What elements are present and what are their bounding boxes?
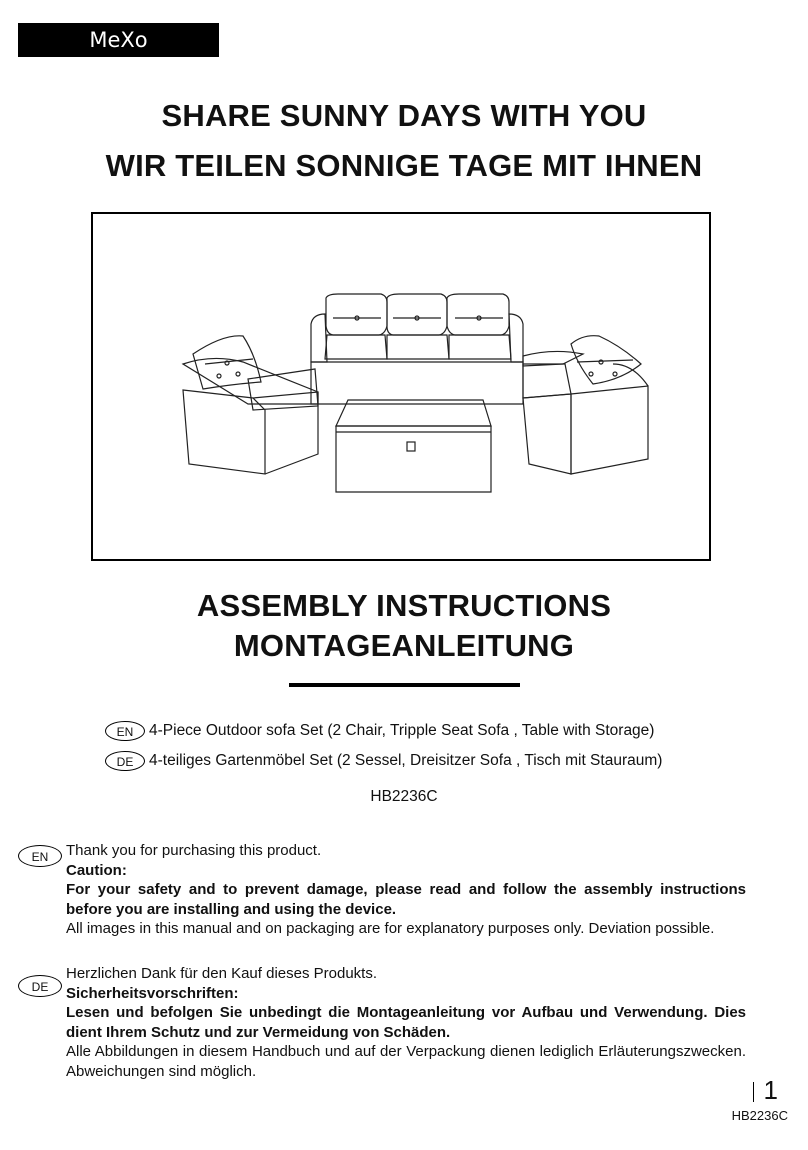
en-thanks: Thank you for purchasing this product. xyxy=(66,842,322,859)
product-illustration xyxy=(91,212,711,561)
headline-en: SHARE SUNNY DAYS WITH YOU xyxy=(161,98,647,133)
en-caution-heading: Caution: xyxy=(66,861,127,879)
table-drawing xyxy=(336,400,491,492)
title-de: MONTAGEANLEITUNG xyxy=(233,628,575,663)
badge-de-block: DE xyxy=(18,975,62,997)
de-caution-heading: Sicherheitsvorschriften: xyxy=(66,984,239,1002)
page-number xyxy=(753,1075,778,1106)
page-number-divider xyxy=(753,1082,754,1102)
en-note: All images in this manual and on packaging are for explanatory purposes only. Deviation possible. xyxy=(66,920,715,937)
product-description-de: 4-teiliges Gartenmöbel Set (2 Sessel, Dreisitzer Sofa , Tisch mit Stauraum) xyxy=(149,752,663,769)
page-number-value: 1 xyxy=(763,1075,778,1105)
brand-logo: MeXo xyxy=(18,23,219,57)
right-chair-drawing xyxy=(523,336,648,474)
de-thanks: Herzlichen Dank für den Kauf dieses Produkts. xyxy=(66,965,377,982)
sofa-drawing xyxy=(311,294,523,404)
product-description-en: 4-Piece Outdoor sofa Set (2 Chair, Tripple Seat Sofa , Table with Storage) xyxy=(149,722,655,739)
en-safety-block xyxy=(66,841,746,939)
badge-en-block: EN xyxy=(18,845,62,867)
en-warning: For your safety and to prevent damage, please read and follow the assembly instructions before you are installing and using the device. xyxy=(66,881,746,918)
de-note: Alle Abbildungen in diesem Handbuch und auf der Verpackung dienen lediglich Erläuterungszwecken. Abweichungen sind möglich. xyxy=(66,1043,746,1080)
model-number: HB2236C xyxy=(370,788,438,805)
de-warning: Lesen und befolgen Sie unbedingt die Montageanleitung vor Aufbau und Verwendung. Dies dient Ihrem Schutz und zur Vermeidung von Schäden. xyxy=(66,1004,746,1041)
badge-de: DE xyxy=(105,751,145,771)
footer-model: HB2236C xyxy=(731,1108,788,1123)
headline-de: WIR TEILEN SONNIGE TAGE MIT IHNEN xyxy=(105,148,703,183)
title-en: ASSEMBLY INSTRUCTIONS xyxy=(196,588,612,623)
left-chair-drawing xyxy=(183,336,318,474)
badge-en: EN xyxy=(105,721,145,741)
de-safety-block xyxy=(66,964,746,1081)
title-divider xyxy=(289,683,520,687)
